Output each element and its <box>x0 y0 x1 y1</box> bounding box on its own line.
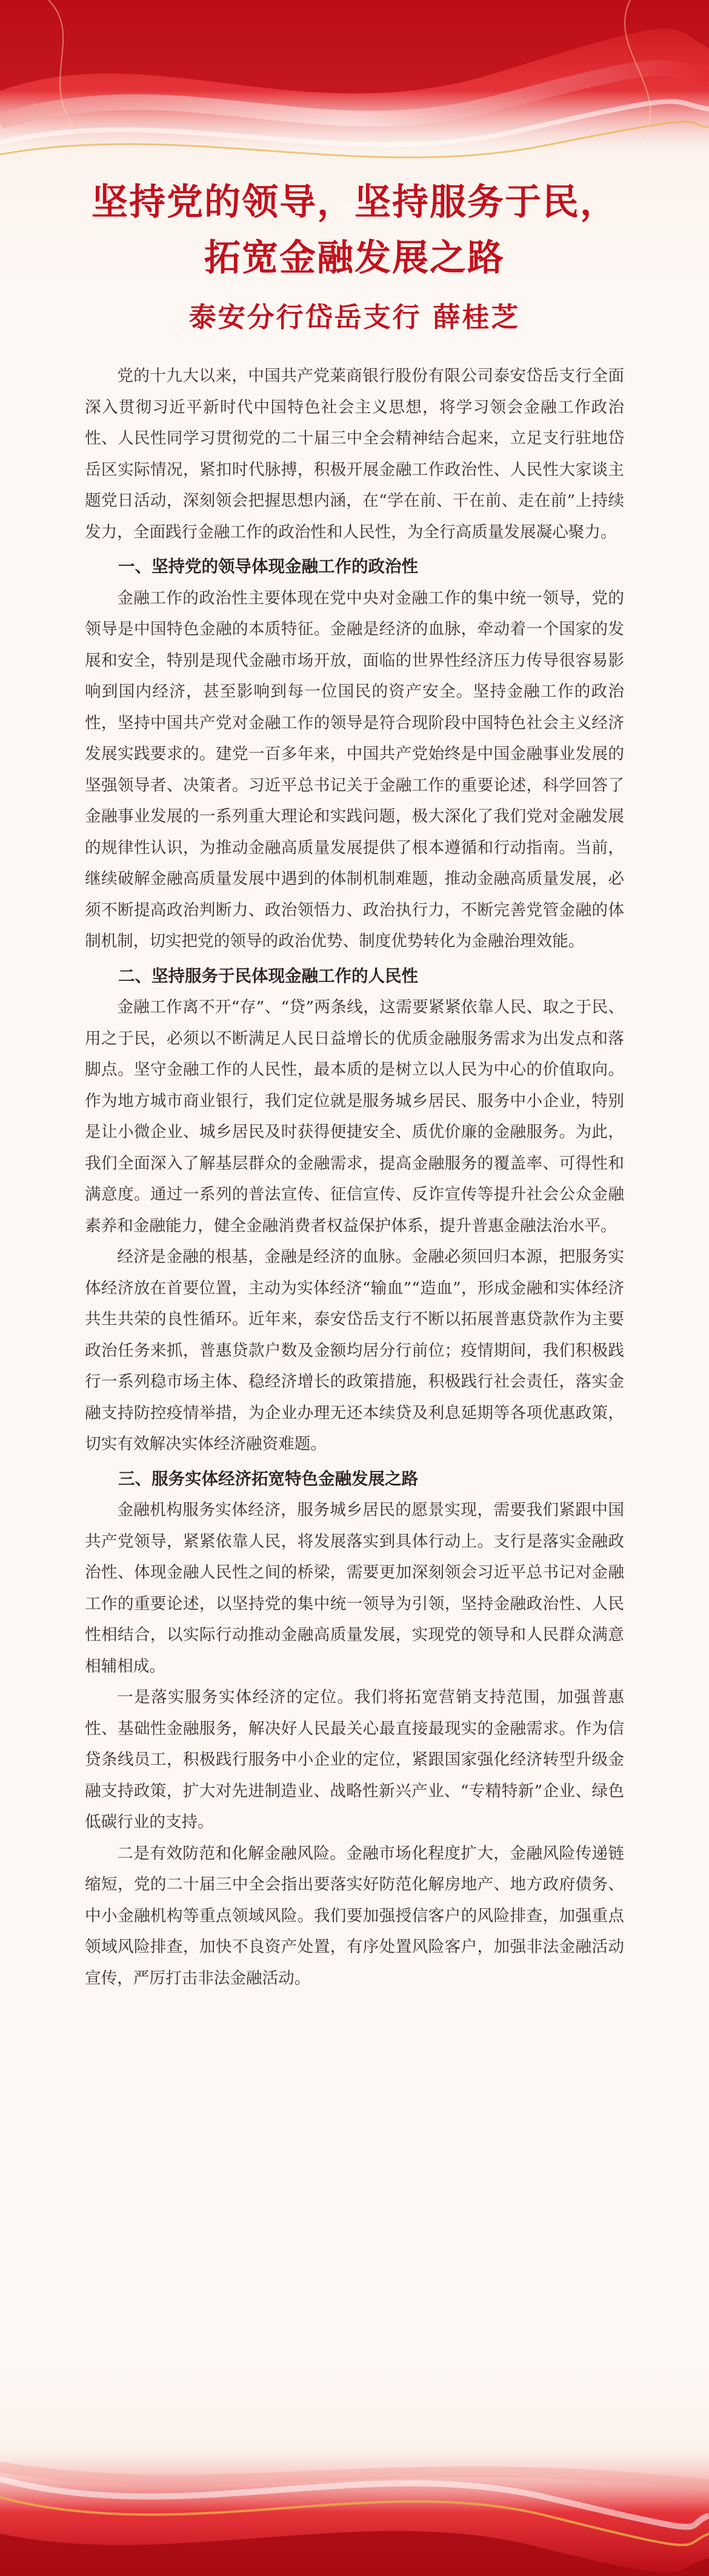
section-2-paragraph-1: 金融工作离不开“存”、“贷”两条线，这需要紧紧依靠人民、取之于民、用之于民，必须以不断满足人民日益增长的优质金融服务需求为出发点和落脚点。坚守金融工作的人民性，最本质的是树立以人民为中心的价值取向。作为地方城市商业银行，我们定位就是服务城乡居民、服务中小企业，特别是让小微企业、城乡居民及时获得便捷安全、质优价廉的金融服务。为此，我们全面深入了解基层群众的金融需求，提高金融服务的覆盖率、可得性和满意度。通过一系列的普法宣传、征信宣传、反诈宣传等提升社会公众金融素养和金融能力，健全金融消费者权益保护体系，提升普惠金融法治水平。 <box>85 998 624 1235</box>
bottom-red-ribbon-decoration <box>0 2376 709 2576</box>
article-body <box>85 360 624 1994</box>
section-3-paragraph-1: 金融机构服务实体经济，服务城乡居民的愿景实现，需要我们紧跟中国共产党领导，紧紧依靠人民，将发展落实到具体行动上。支行是落实金融政治性、体现金融人民性之间的桥梁，需要更加深刻领会习近平总书记对金融工作的重要论述，以坚持党的集中统一领导为引领，坚持金融政治性、人民性相结合，以实际行动推动金融高质量发展，实现党的领导和人民群众满意相辅相成。 <box>85 1501 624 1676</box>
section-3-paragraph-3: 二是有效防范和化解金融风险。金融市场化程度扩大，金融风险传递链缩短，党的二十届三中全会指出要落实好防范化解房地产、地方政府债务、中小金融机构等重点领域风险。我们要加强授信客户的风险排查，加强重点领域风险排查，加快不良资产处置，有序处置风险客户，加强非法金融活动宣传，严厉打击非法金融活动。 <box>85 1844 624 1988</box>
article-title-line-1: 坚持党的领导，坚持服务于民， <box>92 181 617 224</box>
top-red-ribbon-decoration <box>0 0 709 200</box>
article-title <box>0 174 709 286</box>
author-byline: 泰安分行岱岳支行 薛桂芝 <box>188 301 521 333</box>
intro-paragraph: 党的十九大以来，中国共产党莱商银行股份有限公司泰安岱岳支行全面深入贯彻习近平新时代中国特色社会主义思想，将学习领会金融工作政治性、人民性同学习贯彻党的二十届三中全会精神结合起来，立足支行驻地岱岳区实际情况，紧扣时代脉搏，积极开展金融工作政治性、人民性大家谈主题党日活动，深刻领会把握思想内涵，在“学在前、干在前、走在前”上持续发力，全面践行金融工作的政治性和人民性，为全行高质量发展凝心聚力。 <box>85 367 624 542</box>
section-1-paragraph-1: 金融工作的政治性主要体现在党中央对金融工作的集中统一领导，党的领导是中国特色金融的本质特征。金融是经济的血脉，牵动着一个国家的发展和安全，特别是现代金融市场开放，面临的世界性经济压力传导很容易影响到国内经济，甚至影响到每一位国民的资产安全。坚持金融工作的政治性，坚持中国共产党对金融工作的领导是符合现阶段中国特色社会主义经济发展实践要求的。建党一百多年来，中国共产党始终是中国金融事业发展的坚强领导者、决策者。习近平总书记关于金融工作的重要论述，科学回答了金融事业发展的一系列重大理论和实践问题，极大深化了我们党对金融发展的规律性认识，为推动金融高质量发展提供了根本遵循和行动指南。当前，继续破解金融高质量发展中遇到的体制机制难题，推动金融高质量发展，必须不断提高政治判断力、政治领悟力、政治执行力，不断完善党管金融的体制机制，切实把党的领导的政治优势、制度优势转化为金融治理效能。 <box>85 588 624 951</box>
section-3-paragraph-2: 一是落实服务实体经济的定位。我们将拓宽营销支持范围，加强普惠性、基础性金融服务，解决好人民最关心最直接最现实的金融需求。作为信贷条线员工，积极践行服务中小企业的定位，紧跟国家强化经济转型升级金融支持政策，扩大对先进制造业、战略性新兴产业、“专精特新”企业、绿色低碳行业的支持。 <box>85 1688 624 1831</box>
section-2-heading: 二、坚持服务于民体现金融工作的人民性 <box>118 966 418 986</box>
section-3-heading: 三、服务实体经济拓宽特色金融发展之路 <box>118 1469 418 1489</box>
article-title-line-2: 拓宽金融发展之路 <box>204 237 505 279</box>
section-2-paragraph-2: 经济是金融的根基，金融是经济的血脉。金融必须回归本源，把服务实体经济放在首要位置，主动为实体经济“输血”“造血”，形成金融和实体经济共生共荣的良性循环。近年来，泰安岱岳支行不断以拓展普惠贷款作为主要政治任务来抓，普惠贷款户数及金额均居分行前位；疫情期间，我们积极践行一系列稳市场主体、稳经济增长的政策措施，积极践行社会责任，落实金融支持防控疫情举措，为企业办理无还本续贷及利息延期等各项优惠政策，切实有效解决实体经济融资难题。 <box>85 1247 624 1453</box>
section-1-heading: 一、坚持党的领导体现金融工作的政治性 <box>118 557 418 576</box>
